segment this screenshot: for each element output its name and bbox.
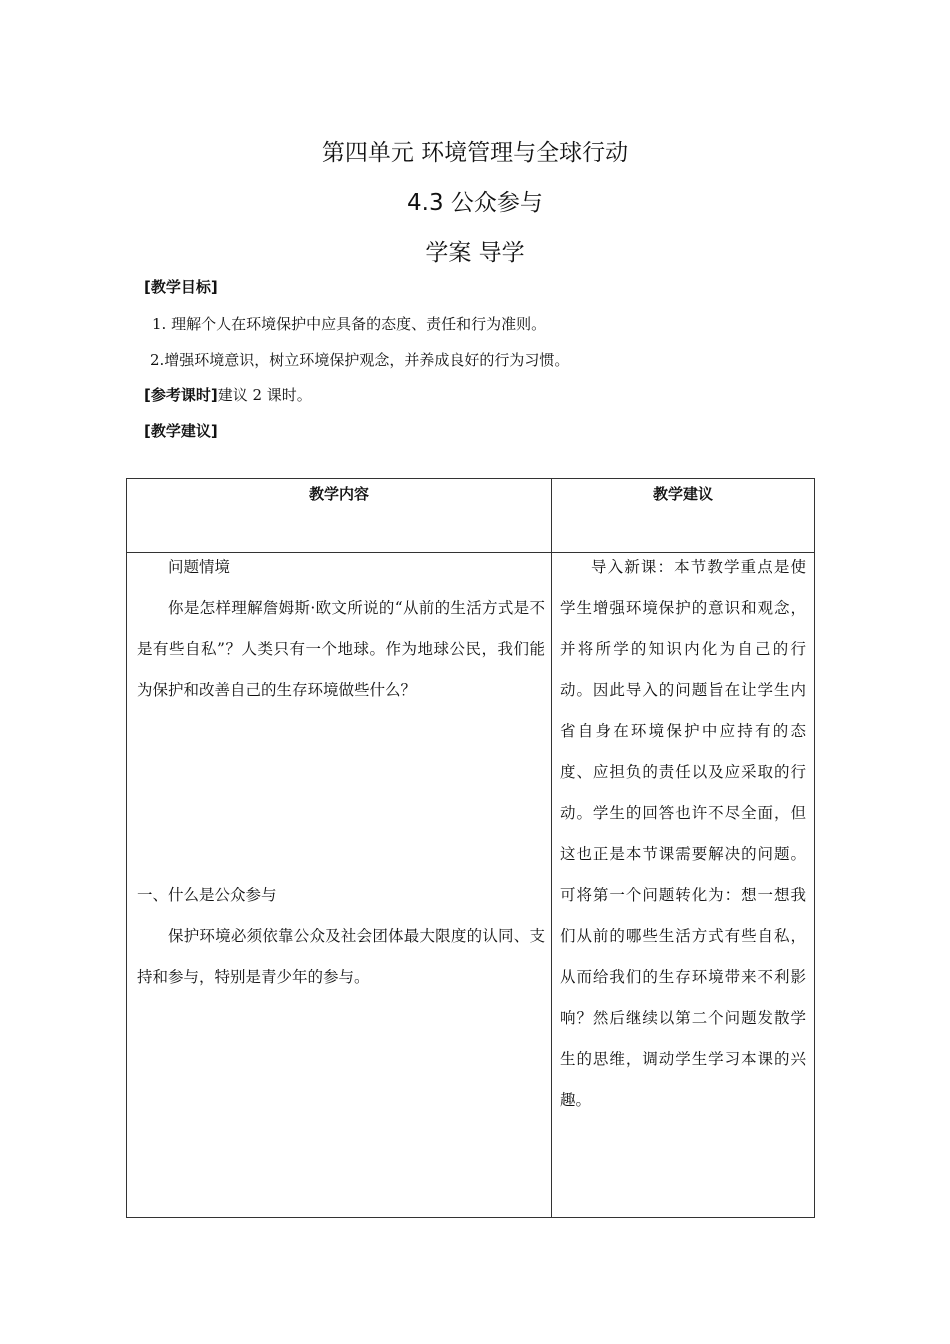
hours-line	[144, 384, 312, 405]
lesson-table	[126, 478, 815, 1218]
problem-situation-text: 你是怎样理解詹姆斯·欧文所说的“从前的生活方式是不是有些自私”？人类只有一个地球。作为地球公民，我们能为保护和改善自己的生存环境做些什么？	[137, 599, 545, 699]
objective-item-2: 2.增强环境意识，树立环境保护观念，并养成良好的行为习惯。	[150, 351, 570, 369]
hours-label: [参考课时]	[144, 386, 218, 404]
objective-item-1: 1. 理解个人在环境保护中应具备的态度、责任和行为准则。	[152, 315, 547, 333]
objectives-heading: [教学目标]	[144, 278, 218, 296]
lesson-title: 4.3 公众参与	[407, 190, 543, 216]
suggestion-cell	[560, 547, 806, 1121]
section-one-text: 保护环境必须依靠公众及社会团体最大限度的认同、支持和参与，特别是青少年的参与。	[137, 927, 545, 986]
header-suggestion: 教学建议	[652, 485, 713, 503]
section-one-heading: 一、什么是公众参与	[137, 886, 277, 904]
problem-situation-heading: 问题情境	[168, 558, 231, 576]
column-divider	[551, 479, 552, 1217]
hours-value: 建议 2 课时。	[217, 386, 312, 404]
unit-title: 第四单元 环境管理与全球行动	[321, 140, 629, 166]
suggestion-heading: [教学建议]	[144, 422, 218, 440]
suggestion-text: 导入新课：本节教学重点是使学生增强环境保护的意识和观念，并将所学的知识内化为自己的行动。因此导入的问题旨在让学生内省自身在环境保护中应持有的态度、应担负的责任以及应采取的行动。学生的回答也许不尽全面，但这也正是本节课需要解决的问题。可将第一个问题转化为：想一想我们从前的哪些生活方式有些自私，从而给我们的生存环境带来不利影响？然后继续以第二个问题发散学生的思维，调动学生学习本课的兴趣。	[560, 558, 806, 1109]
doc-type-title: 学案 导学	[425, 240, 525, 266]
content-cell-top	[137, 547, 545, 711]
content-cell-bottom	[137, 875, 545, 998]
header-content: 教学内容	[308, 485, 369, 503]
